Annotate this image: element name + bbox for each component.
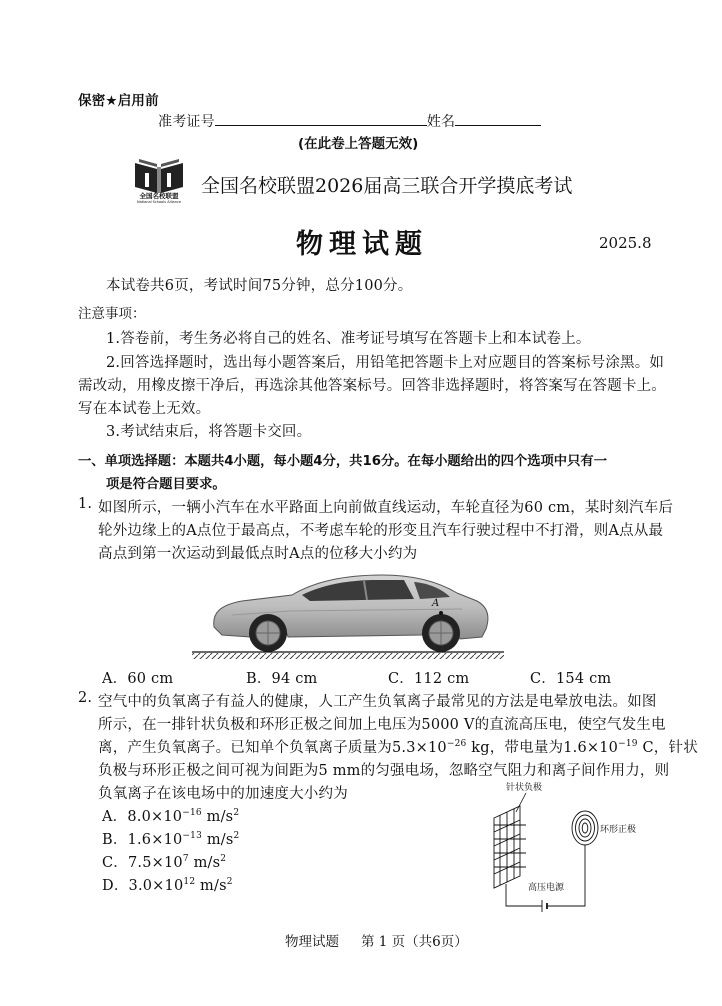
ring-electrode	[572, 811, 598, 845]
q1-option-b[interactable]: B．94 cm	[246, 671, 318, 687]
note-2-line-1: 2.回答选择题时，选出每小题答案后，用铅笔把答题卡上对应题目的答案标号涂黑。如	[106, 355, 665, 371]
alliance-logo	[131, 153, 187, 207]
q2-line-2: 所示，在一排针状负极和环形正极之间加上电压为5000 V的直流高压电，使空气发生电	[98, 717, 666, 733]
footer-subject: 物理试题	[285, 934, 339, 950]
footer-page: 第 1 页（共6页）	[361, 934, 468, 950]
secret-label: 保密★启用前	[78, 93, 159, 109]
q2-option-a[interactable]: A．$8.0\times 10^{-16}$ $m/s^2$	[102, 808, 240, 825]
exam-number-label: 准考证号	[158, 114, 215, 130]
q1-number: 1.	[78, 496, 93, 512]
q1-option-d[interactable]: C．154 cm	[530, 671, 612, 687]
ground-hatch	[192, 653, 504, 659]
q1-option-c[interactable]: C．112 cm	[388, 671, 470, 687]
discharge-figure	[482, 778, 672, 918]
q2-option-b[interactable]: B．$1.6\times 10^{-13}$ $m/s^2$	[102, 831, 240, 848]
car-figure	[192, 565, 504, 660]
q1-line-1: 如图所示，一辆小汽车在水平路面上向前做直线运动，车轮直径为60 cm，某时刻汽车后	[98, 500, 674, 516]
power-supply-label: 高压电源	[528, 883, 565, 893]
point-a-label: A	[432, 598, 440, 609]
name-field[interactable]	[455, 111, 541, 126]
ring-electrode-label: 环形正极	[600, 825, 637, 835]
point-a-marker	[439, 611, 443, 615]
q2-option-d[interactable]: D．$3.0\times 10^{12}$ $m/s^2$	[102, 877, 233, 894]
needle-electrode-label: 针状负极	[506, 783, 543, 793]
intro-text: 本试卷共6页，考试时间75分钟，总分100分。	[106, 278, 413, 294]
subject-title: 物理试题	[296, 229, 428, 260]
logo-text-cn: 全国名校联盟	[139, 192, 179, 200]
section-1-heading-cont: 项是符合题目要求。	[106, 477, 226, 492]
q2-line-4: 负极与环形正极之间可视为间距为5 mm的匀强电场，忽略空气阻力和离子间作用力，则	[98, 763, 670, 779]
exam-date: 2025.8	[599, 234, 652, 252]
footer	[285, 930, 468, 950]
needle-electrode-grid	[494, 806, 526, 888]
note-3: 3.考试结束后，将答题卡交回。	[106, 424, 312, 440]
note-2-line-2: 需改动，用橡皮擦干净后，再选涂其他答案标号。回答非选择题时，将答案写在答题卡上。	[78, 378, 666, 394]
q2-line-5: 负氧离子在该电场中的加速度大小约为	[98, 786, 348, 802]
invalid-note: (在此卷上答题无效)	[298, 136, 419, 152]
note-2-line-3: 写在本试卷上无效。	[78, 401, 211, 417]
exam-title: 全国名校联盟2026届高三联合开学摸底考试	[201, 175, 573, 197]
note-1: 1.答卷前，考生务必将自己的姓名、准考证号填写在答题卡上和本试卷上。	[106, 331, 591, 347]
q2-option-c[interactable]: C．$7.5\times 10^7$ $m/s^2$	[102, 854, 227, 871]
section-1-heading: 一、单项选择题：本题共4小题，每小题4分，共16分。在每小题给出的四个选项中只有一	[78, 454, 607, 469]
exam-number-row	[158, 111, 541, 131]
q2-number: 2.	[78, 690, 93, 706]
q1-option-a[interactable]: A．60 cm	[102, 671, 174, 687]
q2-line-3: 离，产生负氧离子。已知单个负氧离子质量为$5.3\times 10^{-26}$ kg，带电量为$1.6\times 10^{-19}$ C，针状	[98, 739, 698, 756]
q1-line-2: 轮外边缘上的A点位于最高点，不考虑车轮的形变且汽车行驶过程中不打滑，则A点从最	[98, 523, 664, 539]
exam-number-field[interactable]	[215, 111, 427, 126]
name-label: 姓名	[426, 114, 456, 130]
notes-heading: 注意事项：	[78, 306, 146, 322]
q2-line-1: 空气中的负氧离子有益人的健康，人工产生负氧离子最常见的方法是电晕放电法。如图	[98, 694, 657, 710]
circuit-wires	[506, 845, 585, 912]
logo-text-en: National Schools Alliance	[136, 200, 181, 204]
q1-line-3: 高点到第一次运动到最低点时A点的位移大小约为	[98, 546, 418, 562]
